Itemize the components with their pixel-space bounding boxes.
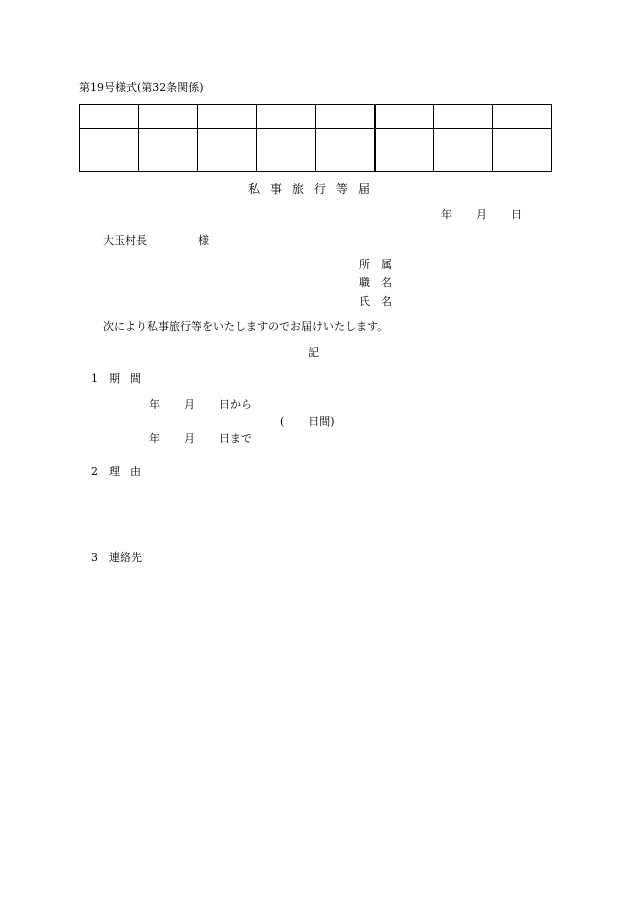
document-title: 私 事 旅 行 等 届 bbox=[248, 182, 371, 196]
date-month-label: 月 bbox=[476, 208, 487, 221]
period-duration[interactable] bbox=[280, 416, 335, 427]
from-year-label: 年 bbox=[149, 398, 160, 411]
name-field[interactable]: 氏 名 bbox=[359, 295, 392, 308]
from-month-label: 月 bbox=[184, 398, 195, 411]
addressee-honorific: 様 bbox=[198, 234, 209, 247]
stamp-cell[interactable] bbox=[139, 105, 198, 129]
stamp-cell[interactable] bbox=[434, 105, 493, 129]
job-title-field[interactable]: 職 名 bbox=[359, 276, 392, 289]
seal-cell[interactable] bbox=[257, 129, 316, 172]
period-to[interactable] bbox=[149, 433, 252, 444]
ki-marker: 記 bbox=[308, 346, 319, 359]
intro-text: 次により私事旅行等をいたしますのでお届けいたします。 bbox=[103, 320, 389, 333]
stamp-cell[interactable] bbox=[316, 105, 375, 129]
duration-open-paren: ( bbox=[280, 415, 285, 428]
stamp-table-header-row bbox=[80, 105, 552, 129]
duration-days-label: 日間) bbox=[308, 415, 335, 428]
seal-cell[interactable] bbox=[139, 129, 198, 172]
section-2-title: 理 由 bbox=[109, 465, 141, 478]
stamp-cell[interactable] bbox=[80, 105, 139, 129]
section-1-number: 1 bbox=[91, 372, 98, 385]
form-number: 第19号様式(第32条関係) bbox=[79, 81, 204, 94]
addressee-name: 大玉村長 bbox=[103, 234, 147, 247]
section-3-number: 3 bbox=[91, 551, 98, 564]
from-day-label: 日から bbox=[219, 398, 252, 411]
section-2-number: 2 bbox=[91, 465, 98, 478]
seal-cell[interactable] bbox=[434, 129, 493, 172]
submission-date[interactable] bbox=[441, 209, 522, 220]
to-day-label: 日まで bbox=[219, 432, 252, 445]
stamp-cell[interactable] bbox=[198, 105, 257, 129]
period-from[interactable] bbox=[149, 399, 252, 410]
stamp-cell[interactable] bbox=[493, 105, 552, 129]
seal-cell[interactable] bbox=[493, 129, 552, 172]
to-year-label: 年 bbox=[149, 432, 160, 445]
seal-cell[interactable] bbox=[375, 129, 434, 172]
to-month-label: 月 bbox=[184, 432, 195, 445]
section-3-title: 連絡先 bbox=[109, 551, 142, 564]
date-day-label: 日 bbox=[511, 208, 522, 221]
stamp-table bbox=[79, 104, 552, 172]
stamp-cell[interactable] bbox=[375, 105, 434, 129]
date-year-label: 年 bbox=[441, 208, 452, 221]
seal-cell[interactable] bbox=[198, 129, 257, 172]
seal-cell[interactable] bbox=[80, 129, 139, 172]
affiliation-field[interactable]: 所 属 bbox=[359, 258, 392, 271]
stamp-cell[interactable] bbox=[257, 105, 316, 129]
stamp-table-seal-row bbox=[80, 129, 552, 172]
seal-cell[interactable] bbox=[316, 129, 375, 172]
section-1-title: 期 間 bbox=[109, 372, 141, 385]
